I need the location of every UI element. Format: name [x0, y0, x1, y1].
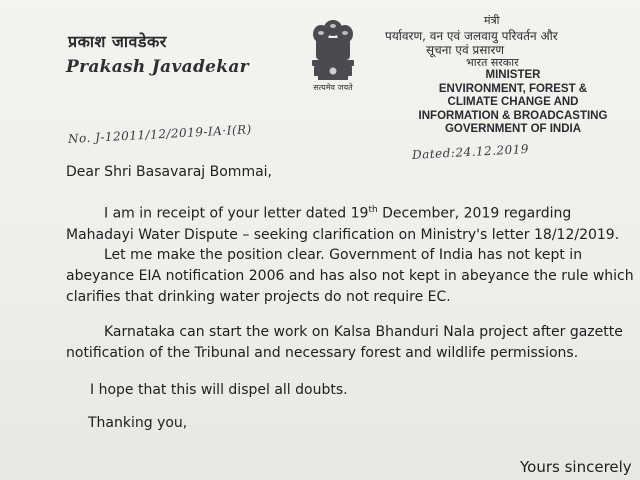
paragraph-3-line-2: notification of the Tribunal and necessary forest and wildlife permissions. [66, 345, 579, 361]
paragraph-3 [66, 322, 626, 364]
paragraph-2-line-1: Let me make the position clear. Government of India has not kept in [104, 247, 583, 263]
thanking-line: Thanking you, [88, 415, 188, 431]
salutation: Dear Shri Basavaraj Bommai, [66, 164, 272, 180]
paragraph-1 [66, 200, 626, 246]
paragraph-4-line-1: I hope that this will dispel all doubts. [90, 382, 348, 398]
ministry-english-line1: ENVIRONMENT, FOREST & [438, 82, 588, 95]
paragraph-3-line-1: Karnataka can start the work on Kalsa Bhanduri Nala project after gazette [104, 324, 623, 340]
paragraph-1-line-2: Mahadayi Water Dispute – seeking clarification on Ministry's letter 18/12/2019. [66, 226, 620, 243]
ministry-hindi-line2: सूचना एवं प्रसारण [426, 43, 505, 57]
letter-date: Dated:24.12.2019 [411, 141, 530, 162]
government-english: GOVERNMENT OF INDIA [444, 123, 582, 135]
paragraph-1-line-1 [66, 200, 626, 225]
minister-name-signature: Prakash Javadekar [66, 57, 249, 77]
designation-english: MINISTER [485, 69, 541, 81]
minister-name-hindi: प्रकाश जावडेकर [68, 32, 167, 51]
p1-text-a: I am in receipt of your letter dated 19 [104, 205, 369, 222]
reference-number: No. J-12011/12/2019-IA·I(R) [67, 122, 253, 146]
p1-text-b: December, 2019 regarding [377, 205, 572, 222]
government-hindi: भारत सरकार [466, 56, 519, 69]
paragraph-4 [66, 380, 626, 401]
ministry-english-line2: CLIMATE CHANGE AND [447, 96, 579, 108]
paragraph-5 [66, 413, 626, 434]
ministry-hindi-line1: पर्यावरण, वन एवं जलवायु परिवर्तन और [385, 29, 558, 43]
p1-superscript: th [368, 205, 378, 215]
ministry-english-line3: INFORMATION & BROADCASTING [418, 109, 608, 122]
paragraph-2-line-2: abeyance EIA notification 2006 and has also not kept in abeyance the rule which [66, 268, 634, 284]
paragraph-2 [66, 245, 634, 308]
closing: Yours sincerely [520, 458, 632, 476]
paragraph-2-line-3: clarifies that drinking water projects do not require EC. [66, 289, 451, 305]
ministry-english-block [402, 69, 624, 137]
emblem-motto: सत्यमेव जयते [313, 83, 353, 92]
designation-hindi: मंत्री [484, 14, 500, 27]
